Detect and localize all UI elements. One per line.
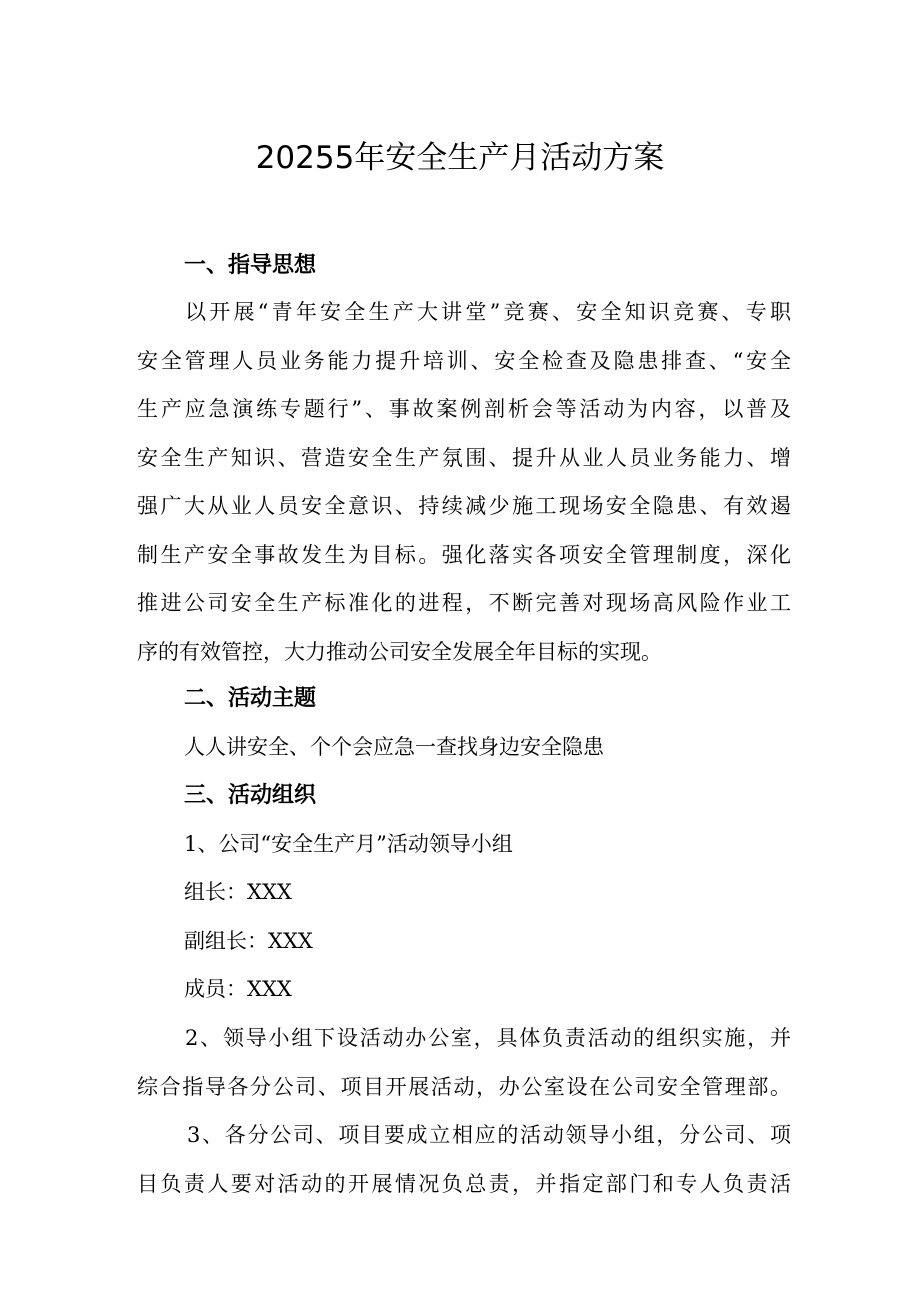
paragraph-line: 推进公司安全生产标准化的进程，不断完善对现场高风险作业工: [137, 591, 791, 615]
organization-item-2: [137, 1014, 791, 1111]
group-deputy-leader: 副组长：XXX: [184, 929, 313, 953]
group-members: 成员：XXX: [184, 977, 292, 1001]
organization-item-3: [137, 1111, 791, 1208]
section-heading-activity-theme: 二、活动主题: [184, 686, 317, 711]
paragraph-line: 安全生产知识、营造安全生产氛围、提升从业人员业务能力、增: [137, 445, 791, 470]
paragraph-line: 3、各分公司、项目要成立相应的活动领导小组，分公司、项: [187, 1123, 791, 1147]
paragraph-line: 制生产安全事故发生为目标。强化落实各项安全管理制度，深化: [137, 542, 791, 567]
paragraph-line: 生产应急演练专题行”、事故案例剖析会等活动为内容，以普及: [137, 397, 791, 421]
organization-item-1: 1、公司“安全生产月”活动领导小组: [184, 832, 513, 856]
paragraph-line: 目负责人要对活动的开展情况负总责，并指定部门和专人负责活: [137, 1171, 791, 1196]
paragraph-line: 强广大从业人员安全意识、持续减少施工现场安全隐患、有效遏: [137, 494, 791, 518]
paragraph-guiding-ideology: [137, 288, 791, 676]
paragraph-line: 综合指导各分公司、项目开展活动，办公室设在公司安全管理部。: [137, 1074, 791, 1099]
paragraph-line: 2、领导小组下设活动办公室，具体负责活动的组织实施，并: [185, 1026, 791, 1050]
paragraph-line: 安全管理人员业务能力提升培训、安全检查及隐患排查、“安全: [137, 348, 791, 373]
activity-theme-text: 人人讲安全、个个会应急一查找身边安全隐患: [184, 735, 604, 759]
group-leader: 组长：XXX: [184, 880, 292, 904]
section-heading-activity-organization: 三、活动组织: [184, 783, 317, 808]
paragraph-line: 以开展“青年安全生产大讲堂”竞赛、安全知识竞赛、专职: [185, 300, 791, 324]
section-heading-guiding-ideology: 一、指导思想: [184, 253, 317, 278]
paragraph-line: 序的有效管控，大力推动公司安全发展全年目标的实现。: [137, 639, 662, 664]
document-title: 20255年安全生产月活动方案: [255, 140, 665, 176]
